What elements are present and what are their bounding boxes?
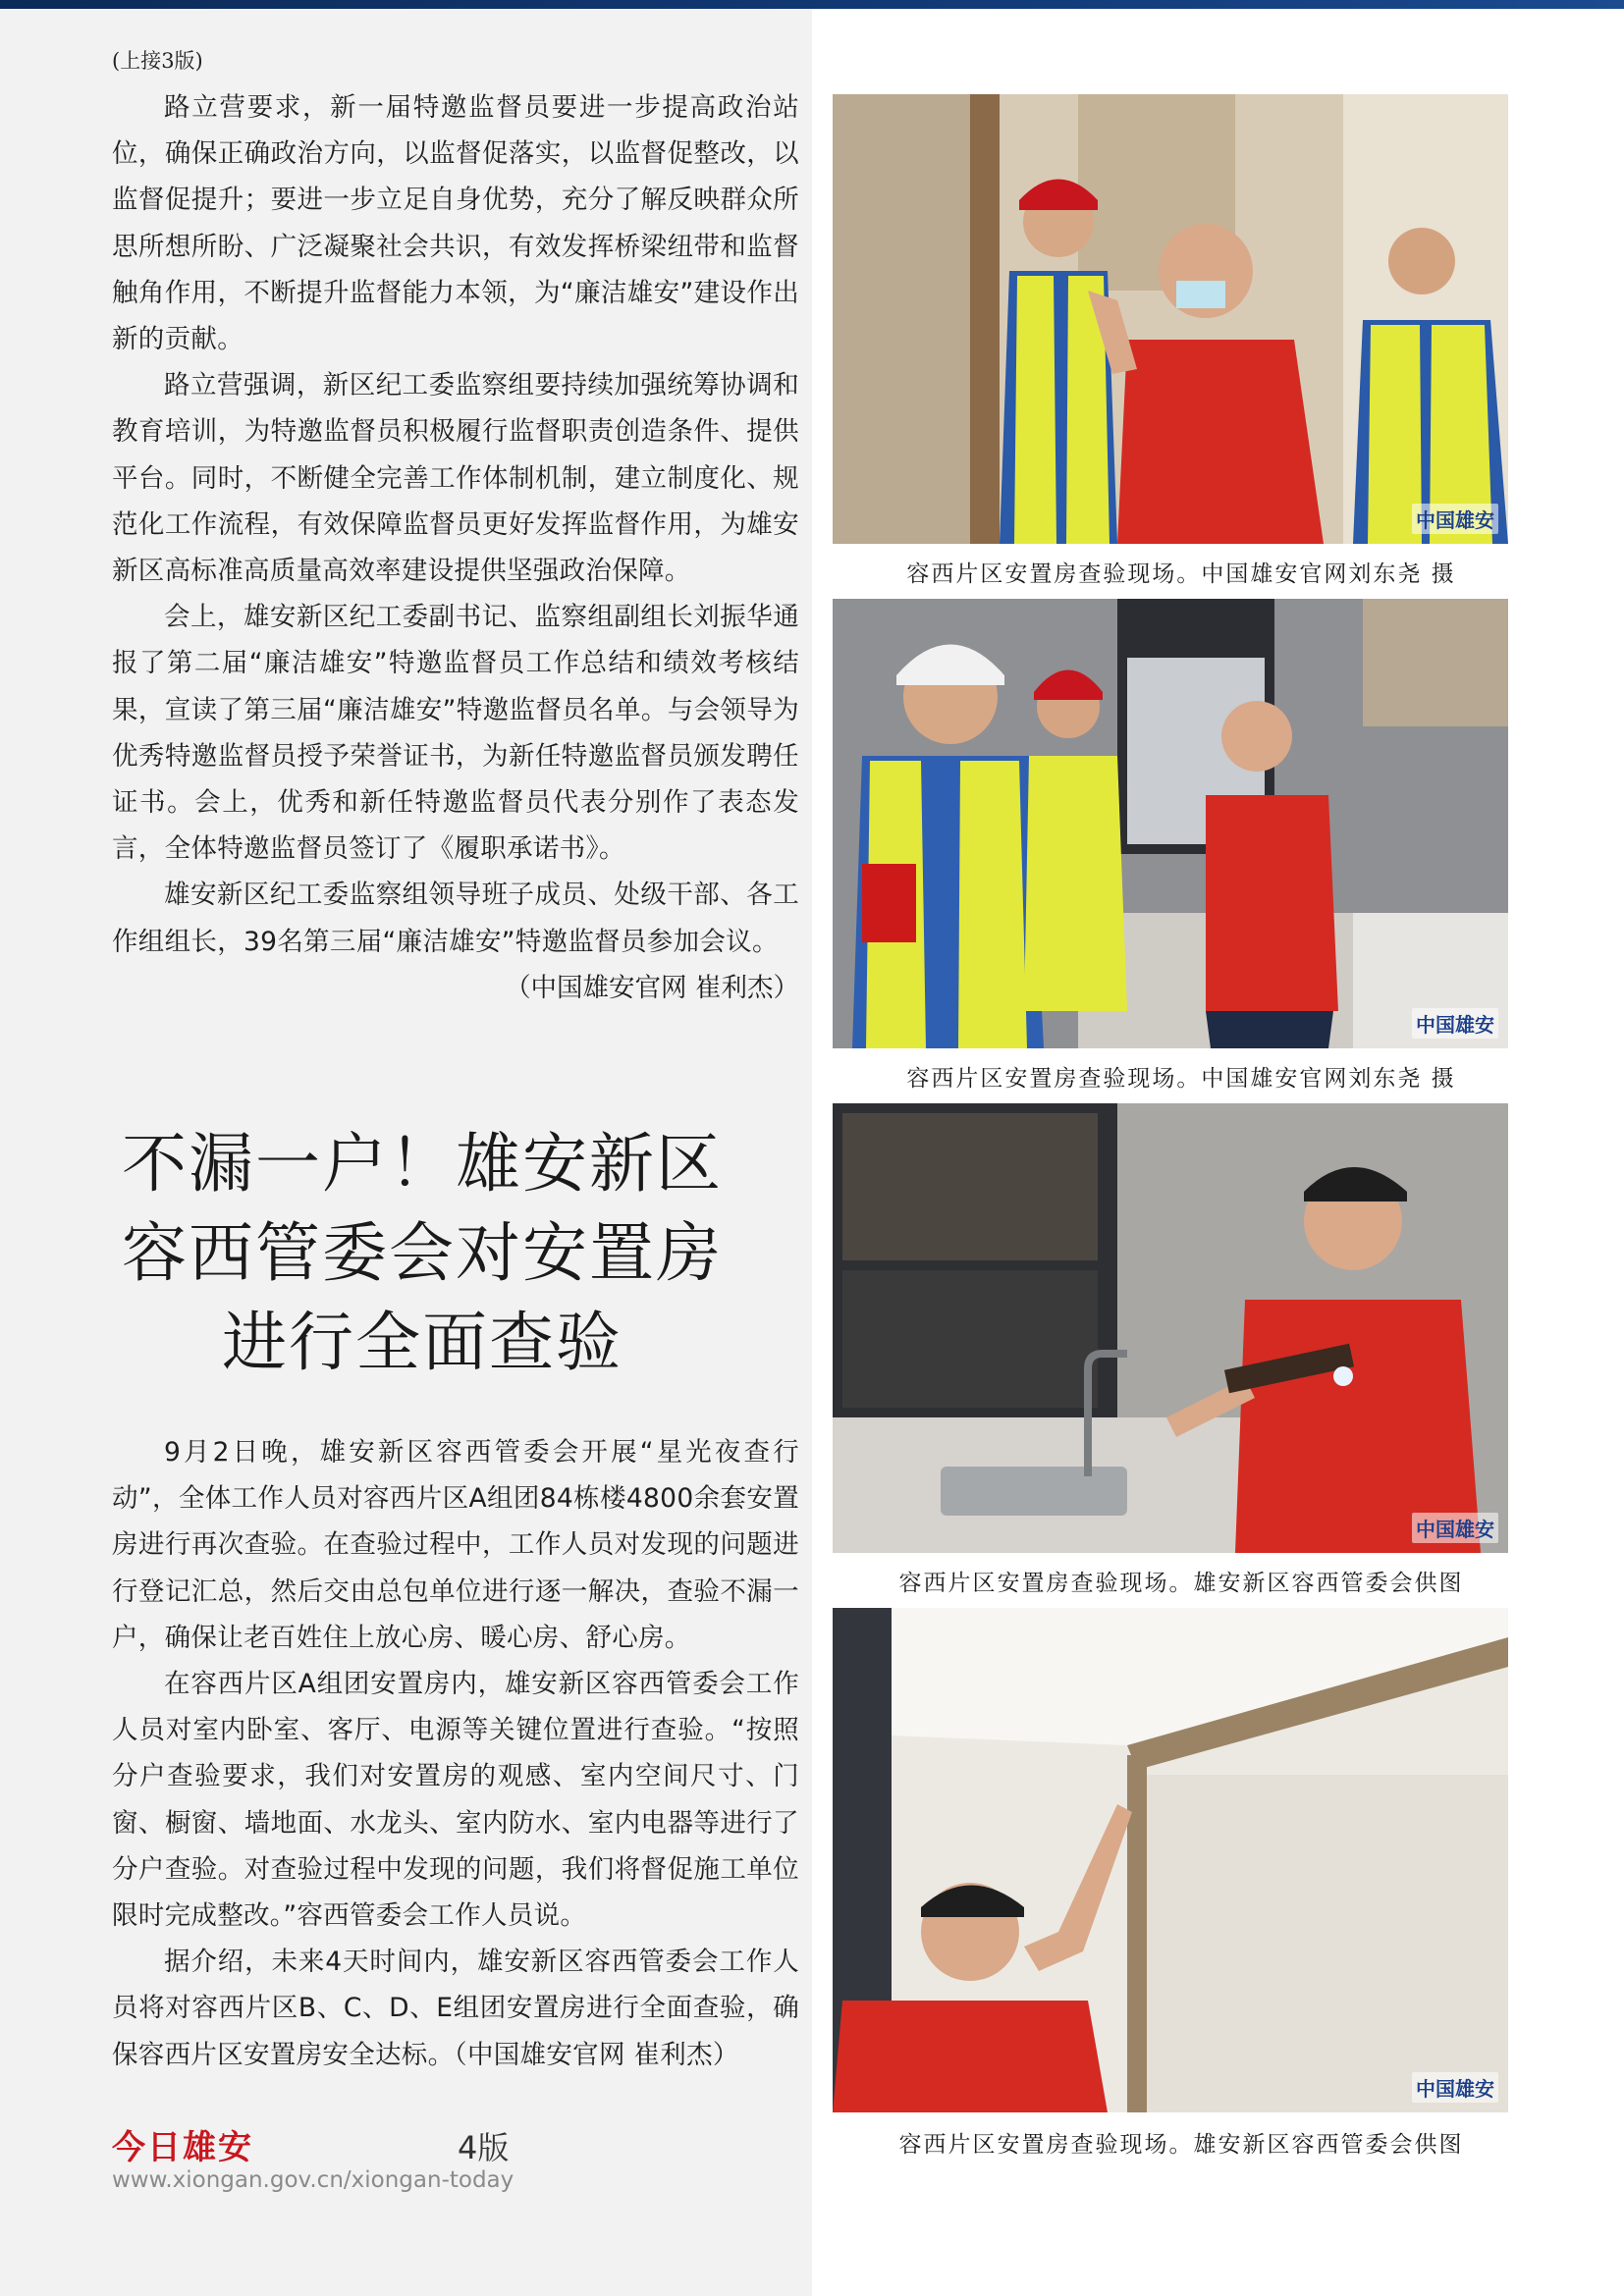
photo-caption: 容西片区安置房查验现场。雄安新区容西管委会供图	[898, 2132, 1464, 2158]
headline-line: 不漏一户！雄安新区	[122, 1126, 723, 1201]
article-paragraph: 9月2日晚，雄安新区容西管委会开展“星光夜查行动”，全体工作人员对容西片区A组团84栋楼4800余套安置房进行再次查验。在查验过程中，工作人员对发现的问题进行登记汇总，然后交由总包单位进行逐一解决，查验不漏一户，确保让老百姓住上放心房、暖心房、舒心房。	[112, 1437, 799, 1653]
headline-line: 容西管委会对安置房	[122, 1215, 723, 1291]
photo-caption: 容西片区安置房查验现场。雄安新区容西管委会供图	[898, 1571, 1464, 1596]
photo-faucet-check	[833, 1103, 1508, 1553]
photo-doorway-inspection	[833, 94, 1508, 544]
article-paragraph: 会上，雄安新区纪工委副书记、监察组副组长刘振华通报了第二届“廉洁雄安”特邀监督员工作总结和绩效考核结果，宣读了第三届“廉洁雄安”特邀监督员名单。与会领导为优秀特邀监督员授予荣誉证书，为新任特邀监督员颁发聘任证书。会上，优秀和新任特邀监督员代表分别作了表态发言，全体特邀监督员签订了《履职承诺书》。	[112, 602, 799, 865]
article-paragraph: 路立营要求，新一届特邀监督员要进一步提高政治站位，确保正确政治方向，以监督促落实，以监督促整改，以监督促提升；要进一步立足自身优势，充分了解反映群众所思所想所盼、广泛凝聚社会共识，有效发挥桥梁纽带和监督触角作用，不断提升监督能力本领，为“廉洁雄安”建设作出新的贡献。	[112, 92, 799, 355]
article-continued	[112, 84, 799, 1011]
article-inspection	[112, 1429, 799, 2078]
photo-watermark: 中国雄安	[1412, 1513, 1498, 1543]
article-paragraph: 在容西片区A组团安置房内，雄安新区容西管委会工作人员对室内卧室、客厅、电源等关键位置进行查验。“按照分户查验要求，我们对安置房的观感、室内空间尺寸、门窗、橱窗、墙地面、水龙头、室内防水、室内电器等进行了分户查验。对查验过程中发现的问题，我们将督促施工单位限时完成整改。”容西管委会工作人员说。	[112, 1669, 799, 1932]
photo-watermark: 中国雄安	[1412, 1008, 1498, 1039]
photo-watermark: 中国雄安	[1412, 2072, 1498, 2103]
photo-watermark: 中国雄安	[1412, 504, 1498, 534]
article-paragraph: 雄安新区纪工委监察组领导班子成员、处级干部、各工作组组长，39名第三届“廉洁雄安”特邀监督员参加会议。	[112, 880, 799, 957]
article-byline: （中国雄安官网 崔利杰）	[505, 972, 799, 1003]
page-number: 4版	[458, 2129, 510, 2166]
article-paragraph: 路立营强调，新区纪工委监察组要持续加强统筹协调和教育培训，为特邀监督员积极履行监督职责创造条件、提供平台。同时，不断健全完善工作体制机制，建立制度化、规范化工作流程，有效保障监督员更好发挥监督作用，为雄安新区高标准高质量高效率建设提供坚强政治保障。	[112, 370, 799, 587]
photo-caption: 容西片区安置房查验现场。中国雄安官网刘东尧 摄	[906, 561, 1456, 587]
article-headline	[69, 1119, 776, 1387]
photo-caption: 容西片区安置房查验现场。中国雄安官网刘东尧 摄	[906, 1066, 1456, 1092]
site-url: www.xiongan.gov.cn/xiongan-today	[112, 2167, 514, 2193]
photo-kitchen-inspection	[833, 599, 1508, 1048]
article-paragraph: 据介绍，未来4天时间内，雄安新区容西管委会工作人员将对容西片区B、C、D、E组团安置房进行全面查验，确保容西片区安置房安全达标。（中国雄安官网 崔利杰）	[112, 1947, 799, 2070]
newspaper-logo: 今日雄安	[112, 2128, 253, 2167]
headline-line: 进行全面查验	[222, 1305, 623, 1380]
photo-door-frame-check	[833, 1608, 1508, 2112]
top-accent-bar	[0, 0, 1624, 9]
continued-from-label: (上接3版)	[112, 49, 203, 73]
